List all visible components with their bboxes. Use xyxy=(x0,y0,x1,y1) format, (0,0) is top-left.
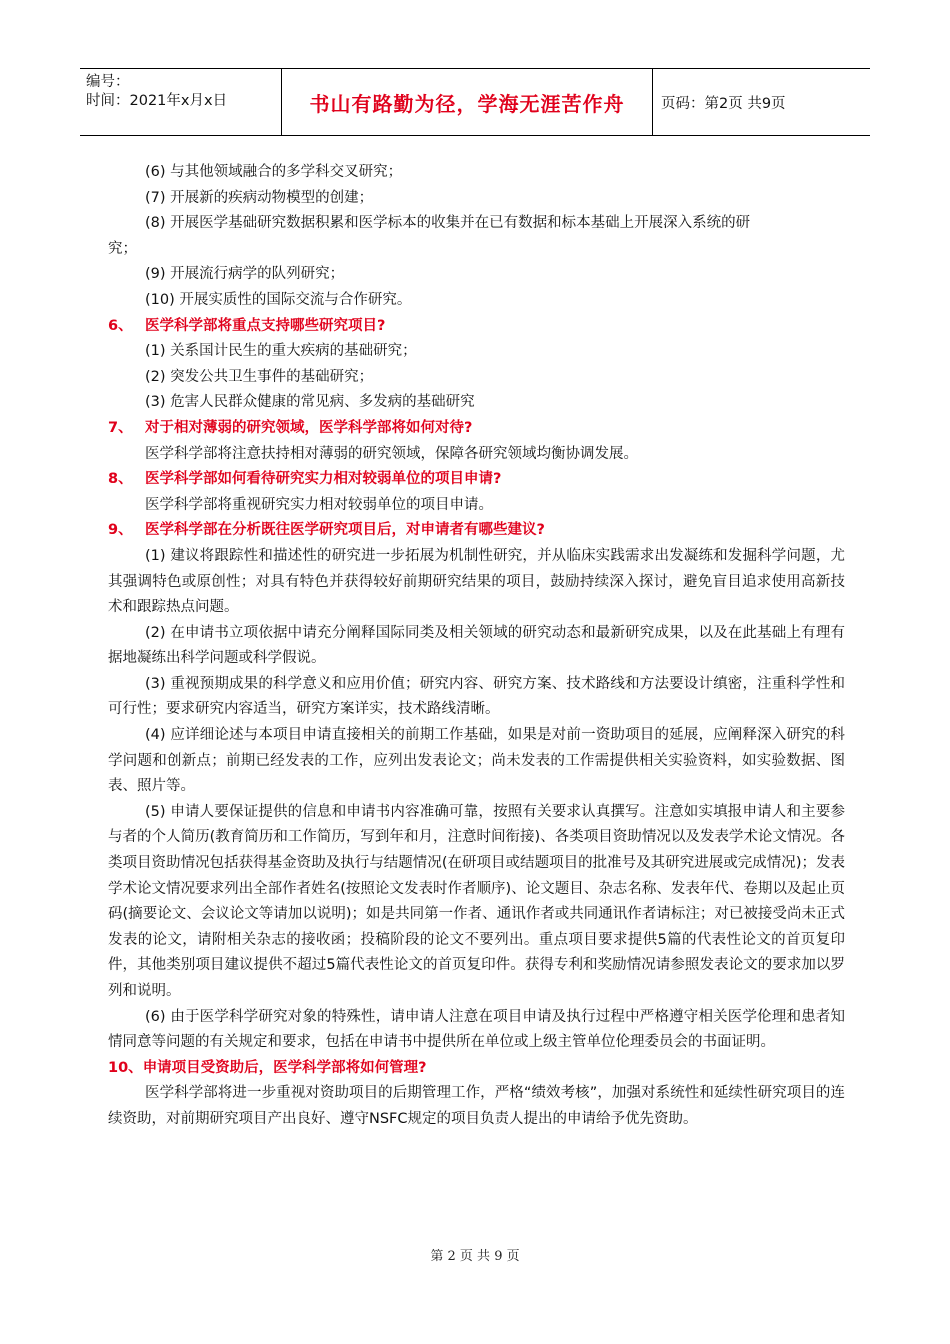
paragraph: (3) 重视预期成果的科学意义和应用价值；研究内容、研究方案、技术路线和方法要设计缜密，注重科学性和可行性；要求研究内容适当，研究方案详实，技术路线清晰。 xyxy=(108,675,845,718)
document-number-label: 编号： xyxy=(86,74,130,90)
section-title: 医学科学部将重点支持哪些研究项目? xyxy=(145,317,386,334)
paragraph: (2) 在申请书立项依据中请充分阐释国际同类及相关领域的研究动态和最新研究成果，以及在此基础上有理有据地凝练出科学问题或科学假说。 xyxy=(108,624,845,667)
paragraph: (6) 由于医学科学研究对象的特殊性，请申请人注意在项目申请及执行过程中严格遵守相关医学伦理和患者知情同意等问题的有关规定和要求，包括在申请书中提供所在单位或上级主管单位伦理委员会的书面证明。 xyxy=(108,1008,845,1051)
section-title: 医学科学部如何看待研究实力相对较弱单位的项目申请? xyxy=(145,471,502,488)
section-title: 申请项目受资助后，医学科学部将如何管理? xyxy=(142,1059,427,1076)
section-title: 对于相对薄弱的研究领域，医学科学部将如何对待? xyxy=(145,419,473,436)
header-page-info: 页码：第2页 共9页 xyxy=(661,95,786,112)
section-number: 10、 xyxy=(108,1059,143,1076)
list-item: (2) 突发公共卫生事件的基础研究； xyxy=(145,368,374,385)
section-heading-8 xyxy=(108,467,845,493)
paragraph: (4) 应详细论述与本项目申请直接相关的前期工作基础，如果是对前一资助项目的延展，应阐释深入研究的科学问题和创新点；前期已经发表的工作，应列出发表论文；尚未发表的工作需提供相关实验资料，如实验数据、图表、照片等。 xyxy=(108,727,845,795)
list-item: (6) 与其他领域融合的多学科交叉研究； xyxy=(145,164,403,180)
list-item: (10) 开展实质性的国际交流与合作研究。 xyxy=(145,291,412,308)
section-heading-9 xyxy=(108,518,845,544)
page-header xyxy=(80,68,870,136)
header-motto: 书山有路勤为径，学海无涯苦作舟 xyxy=(282,69,653,135)
list-item: (8) 开展医学基础研究数据积累和医学标本的收集并在已有数据和标本基础上开展深入系统的研 xyxy=(145,215,751,232)
section-answer: 医学科学部将重视研究实力相对较弱单位的项目申请。 xyxy=(145,496,493,513)
document-body xyxy=(108,160,845,1133)
list-item: (3) 危害人民群众健康的常见病、多发病的基础研究 xyxy=(145,394,475,411)
paragraph: (5) 申请人要保证提供的信息和申请书内容准确可靠，按照有关要求认真撰写。注意如实填报申请人和主要参与者的个人简历(教育简历和工作简历，写到年和月，注意时间衔接)、各类项目资助情况以及发表学术论文情况。各类项目资助情况包括获得基金资助及执行与结题情况(在研项目或结题项目的批准号及其研究进展或完成情况)；发表学术论文情况要求列出全部作者姓名(按照论文发表时作者顺序)、论文题目、杂志名称、发表年代、卷期以及起止页码(摘要论文、会议论文等请加以说明)；如是共同第一作者、通讯作者或共同通讯作者请标注；对已被接受尚未正式发表的论文，请附相关杂志的接收函；投稿阶段的论文不要列出。重点项目要求提供5篇的代表性论文的首页复印件，其他类别项目建议提供不超过5篇代表性论文的首页复印件。获得专利和奖励情况请参照发表论文的要求加以罗列和说明。 xyxy=(108,803,845,999)
section-heading-6 xyxy=(108,314,845,340)
page-footer: 第 2 页 共 9 页 xyxy=(430,1249,520,1264)
section-answer: 医学科学部将注意扶持相对薄弱的研究领域，保障各研究领域均衡协调发展。 xyxy=(145,445,638,462)
list-item: (1) 关系国计民生的重大疾病的基础研究； xyxy=(145,343,417,360)
section-number: 8、 xyxy=(108,471,133,488)
list-item-continuation: 究； xyxy=(108,240,137,257)
section-heading-10 xyxy=(108,1056,845,1082)
list-item: (9) 开展流行病学的队列研究； xyxy=(145,266,345,283)
document-date-label: 时间：2021年x月x日 xyxy=(86,93,228,109)
section-title: 医学科学部在分析既往医学研究项目后，对申请者有哪些建议? xyxy=(145,522,545,539)
section-number: 6、 xyxy=(108,317,133,334)
section-number: 9、 xyxy=(108,522,133,539)
paragraph: (1) 建议将跟踪性和描述性的研究进一步拓展为机制性研究，并从临床实践需求出发凝练和发掘科学问题，尤其强调特色或原创性；对具有特色并获得较好前期研究结果的项目，鼓励持续深入探讨，避免盲目追求使用高新技术和跟踪热点问题。 xyxy=(108,547,845,616)
paragraph: 医学科学部将进一步重视对资助项目的后期管理工作，严格“绩效考核”，加强对系统性和延续性研究项目的连续资助，对前期研究项目产出良好、遵守NSFC规定的项目负责人提出的申请给予优先资助。 xyxy=(108,1085,845,1127)
section-heading-7 xyxy=(108,416,845,442)
header-meta xyxy=(80,69,282,135)
list-item: (7) 开展新的疾病动物模型的创建； xyxy=(145,189,374,206)
section-number: 7、 xyxy=(108,419,133,436)
